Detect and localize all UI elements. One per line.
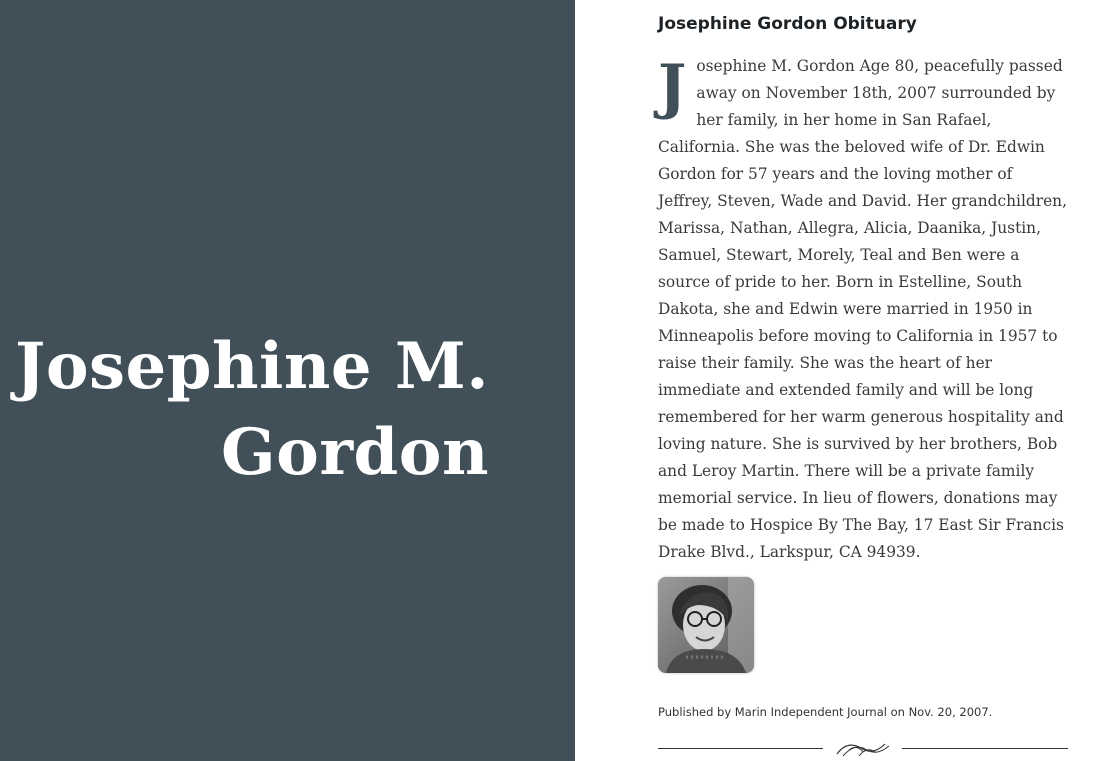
obituary-text [658, 53, 1070, 566]
portrait-illustration [658, 577, 754, 673]
hero-name [15, 324, 489, 496]
portrait-photo [658, 577, 754, 673]
divider-line-right [902, 748, 1068, 749]
publication-note: Published by Marin Independent Journal on Nov. 20, 2007. [658, 705, 993, 719]
hero-name-line2: Gordon [220, 415, 489, 490]
drop-cap: J [658, 52, 687, 122]
divider-line-left [658, 748, 823, 749]
obituary-body: osephine M. Gordon Age 80, peacefully passed away on November 18th, 2007 surrounded by her family, in her home in San Rafael, California. She was the beloved wife of Dr. Edwin Gordon for 57 years and the loving mother of Jeffrey, Steven, Wade and David. Her grandchildren, Marissa, Nathan, Allegra, Alicia, Daanika, Justin, Samuel, Stewart, Morely, Teal and Ben were a source of pride to her. Born in Estelline, South Dakota, she and Edwin were married in 1950 in Minneapolis before moving to California in 1957 to raise their family. She was the heart of her immediate and extended family and will be long remembered for her warm generous hospitality and loving nature. She is survived by her brothers, Bob and Leroy Martin. There will be a private family memorial service. In lieu of flowers, donations may be made to Hospice By The Bay, 17 East Sir Francis Drake Blvd., Larkspur, CA 94939. [658, 57, 1067, 561]
hero-name-line1: Josephine M. [15, 329, 489, 404]
flourish-ornament-icon [833, 736, 893, 760]
content-panel [575, 0, 1095, 761]
obituary-title: Josephine Gordon Obituary [658, 14, 917, 34]
divider [658, 736, 1068, 760]
